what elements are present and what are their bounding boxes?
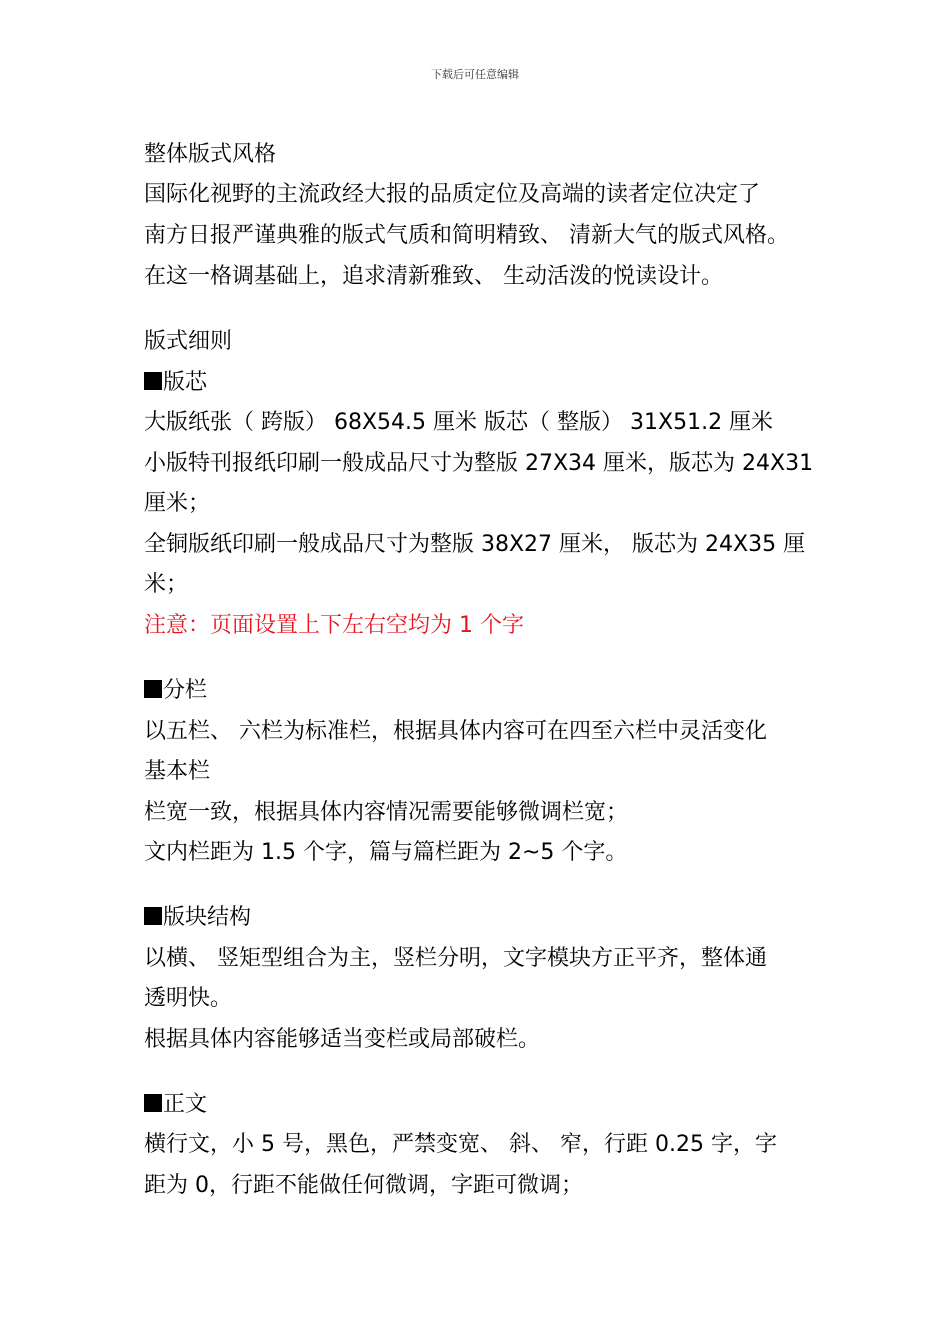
note-red: 注意：页面设置上下左右空均为 1 个字 — [144, 613, 524, 638]
paragraph-line: 大版纸张（ 跨版） 68X54.5 厘米 版芯（ 整版） 31X51.2 厘米 — [144, 410, 774, 435]
paragraph-line: 栏宽一致，根据具体内容情况需要能够微调栏宽； — [144, 800, 629, 825]
paragraph-line: 在这一格调基础上，追求清新雅致、 生动活泼的悦读设计。 — [144, 264, 723, 289]
heading-zhengwen — [144, 1091, 207, 1119]
square-bullet-icon — [144, 680, 162, 698]
paragraph-line: 厘米； — [144, 491, 211, 516]
paragraph-line: 横行文，小 5 号，黑色，严禁变宽、 斜、 窄，行距 0.25 字，字 — [144, 1132, 777, 1157]
paragraph-line: 南方日报严谨典雅的版式气质和简明精致、 清新大气的版式风格。 — [144, 223, 789, 248]
heading-banxin — [144, 369, 207, 397]
section-title-layout-rules: 版式细则 — [144, 329, 233, 354]
page-header: 下载后可任意编辑 — [431, 68, 519, 81]
paragraph-line: 米； — [144, 572, 189, 597]
square-bullet-icon — [144, 372, 162, 390]
heading-bankuai — [144, 904, 251, 932]
square-bullet-icon — [144, 1094, 162, 1112]
paragraph-line: 基本栏 — [144, 759, 211, 784]
heading-text: 正文 — [163, 1092, 208, 1117]
heading-fenlan — [144, 677, 207, 705]
square-bullet-icon — [144, 907, 162, 925]
paragraph-line: 小版特刊报纸印刷一般成品尺寸为整版 27X34 厘米，版芯为 24X31 — [144, 451, 814, 476]
paragraph-line: 根据具体内容能够适当变栏或局部破栏。 — [144, 1027, 541, 1052]
paragraph-line: 透明快。 — [144, 986, 233, 1011]
heading-text: 版芯 — [163, 370, 208, 395]
heading-text: 分栏 — [163, 678, 208, 703]
paragraph-line: 距为 0，行距不能做任何微调，字距可微调； — [144, 1173, 583, 1198]
paragraph-line: 全铜版纸印刷一般成品尺寸为整版 38X27 厘米， 版芯为 24X35 厘 — [144, 532, 806, 557]
paragraph-line: 国际化视野的主流政经大报的品质定位及高端的读者定位决定了 — [144, 182, 761, 207]
paragraph-line: 以横、 竖矩型组合为主，竖栏分明，文字模块方正平齐，整体通 — [144, 946, 767, 971]
paragraph-line: 以五栏、 六栏为标准栏，根据具体内容可在四至六栏中灵活变化 — [144, 719, 767, 744]
heading-text: 版块结构 — [163, 905, 252, 930]
section-title-overall-style: 整体版式风格 — [144, 142, 277, 167]
paragraph-line: 文内栏距为 1.5 个字，篇与篇栏距为 2~5 个字。 — [144, 840, 628, 865]
